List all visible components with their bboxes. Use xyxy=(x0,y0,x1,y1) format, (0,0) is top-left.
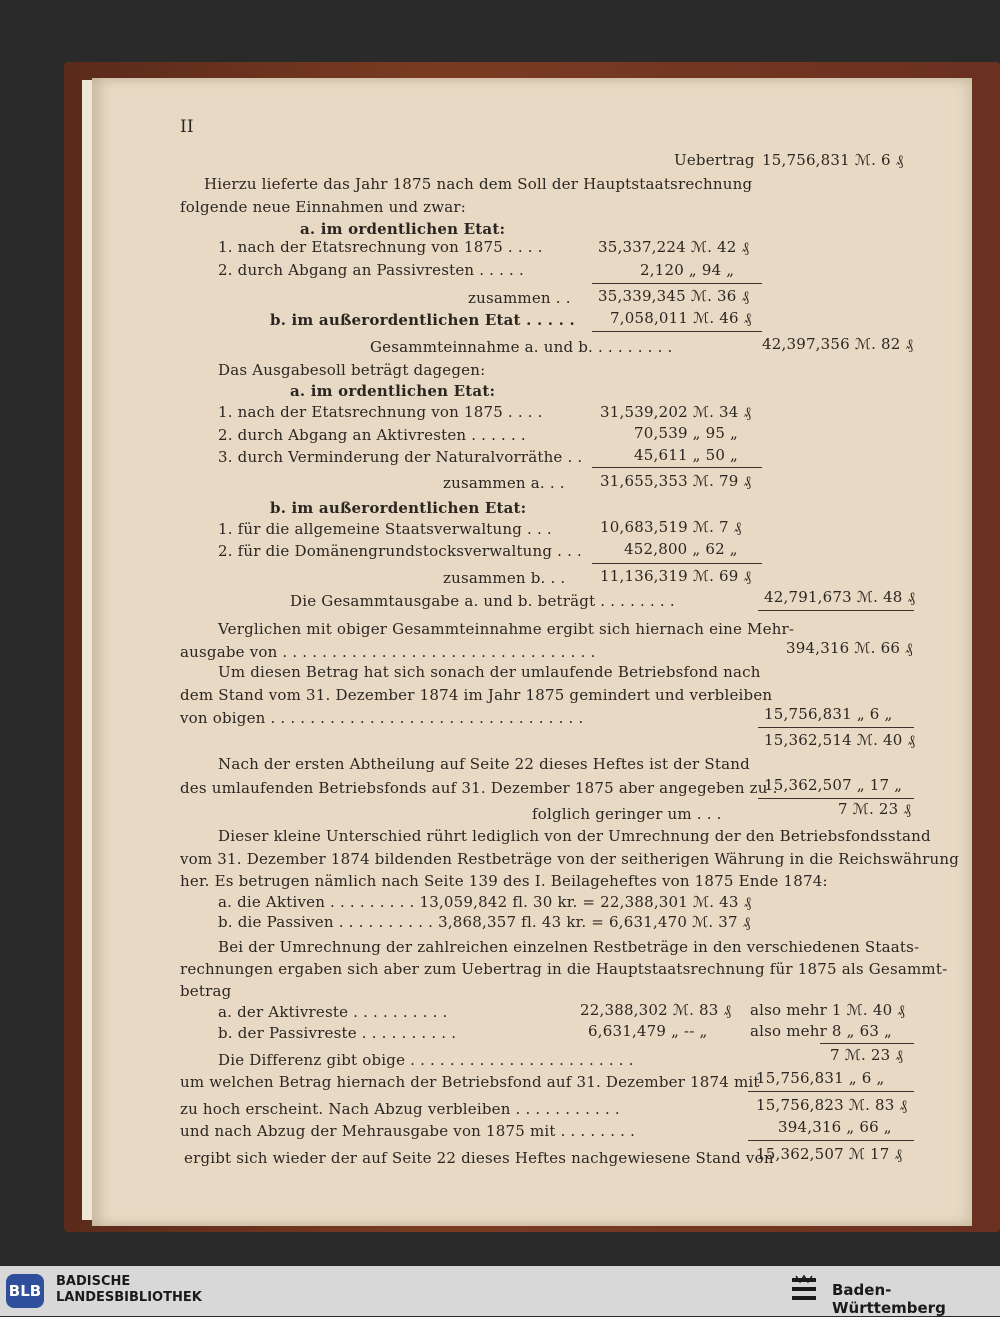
amount: 15,756,831 ℳ. 6 ₰ xyxy=(762,151,904,169)
line-text: Hierzu lieferte das Jahr 1875 nach dem Soll der Hauptstaatsrechnung xyxy=(204,175,753,193)
amount: 10,683,519 ℳ. 7 ₰ xyxy=(600,518,742,536)
library-name-line1: BADISCHE xyxy=(56,1274,131,1289)
line-text: um welchen Betrag hiernach der Betriebsfond auf 31. Dezember 1874 mit xyxy=(180,1073,760,1091)
rule xyxy=(592,563,762,564)
line-text: b. die Passiven . . . . . . . . . . 3,868,357 fl. 43 kr. = 6,631,470 ℳ. 37 ₰ xyxy=(218,913,751,931)
line-text: von obigen . . . . . . . . . . . . . . . . . . . . . . . . . . . . . . . . xyxy=(180,709,584,727)
library-name xyxy=(56,1274,202,1306)
rule xyxy=(758,798,914,799)
rule xyxy=(758,610,914,611)
line-text: 2. für die Domänengrundstocksverwaltung . . . xyxy=(218,542,582,560)
rule xyxy=(758,727,914,728)
section-heading: a. im ordentlichen Etat: xyxy=(300,220,506,238)
amount: 31,539,202 ℳ. 34 ₰ xyxy=(600,403,752,421)
amount: 22,388,302 ℳ. 83 ₰ xyxy=(580,1001,732,1019)
line-text: Bei der Umrechnung der zahlreichen einzelnen Restbeträge in den verschiedenen Staats- xyxy=(218,938,920,956)
line-text: 2. durch Abgang an Passivresten . . . . . xyxy=(218,261,524,279)
page-number: II xyxy=(180,117,194,137)
line-text: 2. durch Abgang an Aktivresten . . . . . . xyxy=(218,426,526,444)
line-text: des umlaufenden Betriebsfonds auf 31. Dezember 1875 aber angegeben zu . xyxy=(180,779,778,797)
line-text: her. Es betrugen nämlich nach Seite 139 des I. Beilageheftes von 1875 Ende 1874: xyxy=(180,872,828,890)
amount: 35,337,224 ℳ. 42 ₰ xyxy=(598,238,750,256)
line-text: zu hoch erscheint. Nach Abzug verbleiben . . . . . . . . . . . xyxy=(180,1100,620,1118)
line-text: dem Stand vom 31. Dezember 1874 im Jahr 1875 gemindert und verbleiben xyxy=(180,686,773,704)
rule xyxy=(592,283,762,284)
amount: 31,655,353 ℳ. 79 ₰ xyxy=(600,472,752,490)
line-text: 1. für die allgemeine Staatsverwaltung . . . xyxy=(218,520,552,538)
line-text: folgende neue Einnahmen und zwar: xyxy=(180,198,467,216)
amount: 42,397,356 ℳ. 82 ₰ xyxy=(762,335,914,353)
section-heading: b. im außerordentlichen Etat . . . . . xyxy=(270,311,575,329)
amount: 15,362,514 ℳ. 40 ₰ xyxy=(764,731,916,749)
line-text: zusammen b. . . xyxy=(443,569,566,587)
state-name[interactable]: Baden-Württemberg xyxy=(832,1281,946,1317)
amount: 2,120 „ 94 „ xyxy=(640,261,735,279)
line-text: 1. nach der Etatsrechnung von 1875 . . . . xyxy=(218,403,543,421)
section-heading: b. im außerordentlichen Etat: xyxy=(270,499,527,517)
line-text: ergibt sich wieder der auf Seite 22 dieses Heftes nachgewiesene Stand von xyxy=(184,1149,774,1167)
line-text: Nach der ersten Abtheilung auf Seite 22 dieses Heftes ist der Stand xyxy=(218,755,750,773)
line-text: zusammen a. . . xyxy=(443,474,565,492)
amount: 7 ℳ. 23 ₰ xyxy=(830,1046,904,1064)
amount: 45,611 „ 50 „ xyxy=(634,446,739,464)
line-text: Gesammteinnahme a. und b. . . . . . . . . xyxy=(370,338,673,356)
line-text: und nach Abzug der Mehrausgabe von 1875 mit . . . . . . . . xyxy=(180,1122,636,1140)
amount: 6,631,479 „ -- „ xyxy=(588,1022,708,1040)
amount: 35,339,345 ℳ. 36 ₰ xyxy=(598,287,750,305)
amount: 7,058,011 ℳ. 46 ₰ xyxy=(610,309,752,327)
line-text: 1. nach der Etatsrechnung von 1875 . . . . xyxy=(218,238,543,256)
amount: 15,362,507 „ 17 „ xyxy=(764,776,903,794)
rule xyxy=(748,1140,914,1141)
line-text: Verglichen mit obiger Gesammteinnahme ergibt sich hiernach eine Mehr- xyxy=(218,620,795,638)
amount: 7 ℳ. 23 ₰ xyxy=(838,800,912,818)
line-text: Um diesen Betrag hat sich sonach der umlaufende Betriebsfond nach xyxy=(218,663,761,681)
amount: 15,756,823 ℳ. 83 ₰ xyxy=(756,1096,908,1114)
blb-logo[interactable]: BLB xyxy=(6,1274,44,1308)
amount: also mehr 1 ℳ. 40 ₰ xyxy=(750,1001,905,1019)
amount: 15,756,831 „ 6 „ xyxy=(756,1069,885,1087)
rule xyxy=(748,1091,914,1092)
amount: 15,756,831 „ 6 „ xyxy=(764,705,893,723)
line-text: Das Ausgabesoll beträgt dagegen: xyxy=(218,361,486,379)
library-name-line2: LANDESBIBLIOTHEK xyxy=(56,1290,202,1305)
amount: 394,316 ℳ. 66 ₰ xyxy=(786,639,913,657)
line-text: betrag xyxy=(180,982,232,1000)
rule xyxy=(592,331,762,332)
line-text: 3. durch Verminderung der Naturalvorräthe . . xyxy=(218,448,583,466)
line-text: zusammen . . xyxy=(468,289,571,307)
section-heading: a. im ordentlichen Etat: xyxy=(290,382,496,400)
baden-wuerttemberg-crest-icon xyxy=(790,1274,818,1308)
amount: 452,800 „ 62 „ xyxy=(624,540,738,558)
line-text: folglich geringer um . . . xyxy=(532,805,722,823)
line-text: rechnungen ergaben sich aber zum Uebertrag in die Hauptstaatsrechnung für 1875 als Gesammt- xyxy=(180,960,948,978)
line-text: b. der Passivreste . . . . . . . . . . xyxy=(218,1024,457,1042)
amount: 42,791,673 ℳ. 48 ₰ xyxy=(764,588,916,606)
amount: 11,136,319 ℳ. 69 ₰ xyxy=(600,567,752,585)
line-text: a. die Aktiven . . . . . . . . . 13,059,842 fl. 30 kr. = 22,388,301 ℳ. 43 ₰ xyxy=(218,893,752,911)
rule xyxy=(820,1043,914,1044)
rule xyxy=(592,467,762,468)
line-text: Die Gesammtausgabe a. und b. beträgt . . . . . . . . xyxy=(290,592,675,610)
line-text: Dieser kleine Unterschied rührt lediglich von der Umrechnung der den Betriebsfondsstand xyxy=(218,827,931,845)
line-text: Uebertrag xyxy=(674,151,755,169)
line-text: vom 31. Dezember 1874 bildenden Restbeträge von der seitherigen Währung in die Reichswährung xyxy=(180,850,960,868)
line-text: ausgabe von . . . . . . . . . . . . . . . . . . . . . . . . . . . . . . . . xyxy=(180,643,596,661)
line-text: a. der Aktivreste . . . . . . . . . . xyxy=(218,1003,448,1021)
line-text: Die Differenz gibt obige . . . . . . . . . . . . . . . . . . . . . . . xyxy=(218,1051,634,1069)
amount: also mehr 8 „ 63 „ xyxy=(750,1022,893,1040)
amount: 70,539 „ 95 „ xyxy=(634,424,739,442)
amount: 394,316 „ 66 „ xyxy=(778,1118,892,1136)
footer-bar xyxy=(0,1266,1000,1316)
amount: 15,362,507 ℳ 17 ₰ xyxy=(756,1145,903,1163)
